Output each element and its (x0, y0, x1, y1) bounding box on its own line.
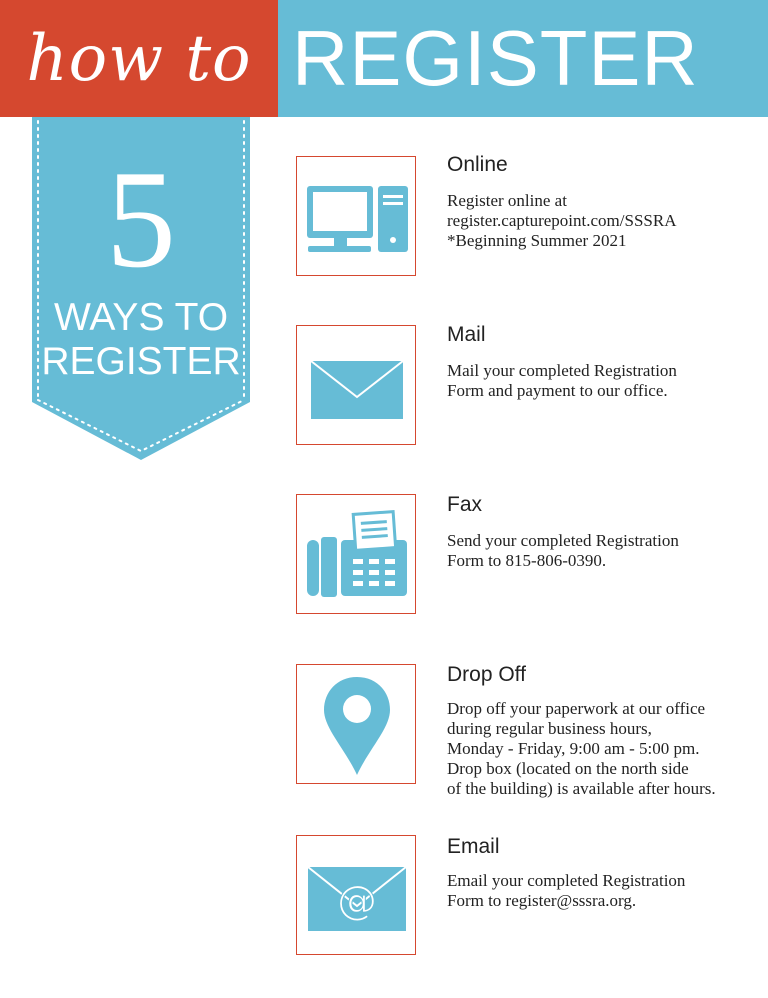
online-icon-box (296, 156, 416, 276)
desc-line: *Beginning Summer 2021 (447, 231, 627, 250)
email-icon-box (296, 835, 416, 955)
desc-line: Drop box (located on the north side (447, 759, 689, 778)
how-to-script-text: how to (26, 21, 252, 96)
method-title-email: Email (447, 835, 500, 858)
desc-line: Form to register@sssra.org. (447, 891, 637, 910)
method-desc-drop-off (447, 699, 757, 799)
drop-off-icon-box (296, 664, 416, 784)
desc-line: Email your completed Registration (447, 871, 686, 890)
banner-caption-line-1: WAYS TO (53, 296, 229, 339)
desc-line: of the building) is available after hours. (447, 779, 716, 798)
method-title-fax: Fax (447, 493, 483, 516)
banner-number: 5 (106, 142, 176, 297)
method-title-drop-off: Drop Off (447, 663, 526, 686)
fax-icon-box (296, 494, 416, 614)
banner-caption (32, 296, 250, 384)
email-at-icon (297, 836, 417, 956)
page-title: REGISTER (292, 14, 699, 102)
desc-line: Register online at (447, 191, 567, 210)
desc-line: register.capturepoint.com/SSSRA (447, 211, 677, 230)
mail-icon-box (296, 325, 416, 445)
desc-line: during regular business hours, (447, 719, 652, 738)
method-desc-online (447, 191, 757, 251)
desc-line: Send your completed Registration (447, 531, 679, 550)
fax-icon (297, 495, 417, 615)
desc-line: Drop off your paperwork at our office (447, 699, 706, 718)
desc-line: Mail your completed Registration (447, 361, 677, 380)
svg-text:@: @ (337, 878, 377, 924)
method-desc-mail (447, 361, 757, 401)
method-title-online: Online (447, 153, 508, 176)
desc-line: Monday - Friday, 9:00 am - 5:00 pm. (447, 739, 700, 758)
computer-icon (297, 157, 417, 277)
method-desc-fax (447, 531, 757, 571)
method-desc-email (447, 871, 757, 911)
location-pin-icon (297, 665, 417, 785)
desc-line: Form and payment to our office. (447, 381, 668, 400)
desc-line: Form to 815-806-0390. (447, 551, 607, 570)
method-title-mail: Mail (447, 323, 486, 346)
banner-caption-line-2: REGISTER (41, 340, 241, 383)
envelope-icon (297, 326, 417, 446)
